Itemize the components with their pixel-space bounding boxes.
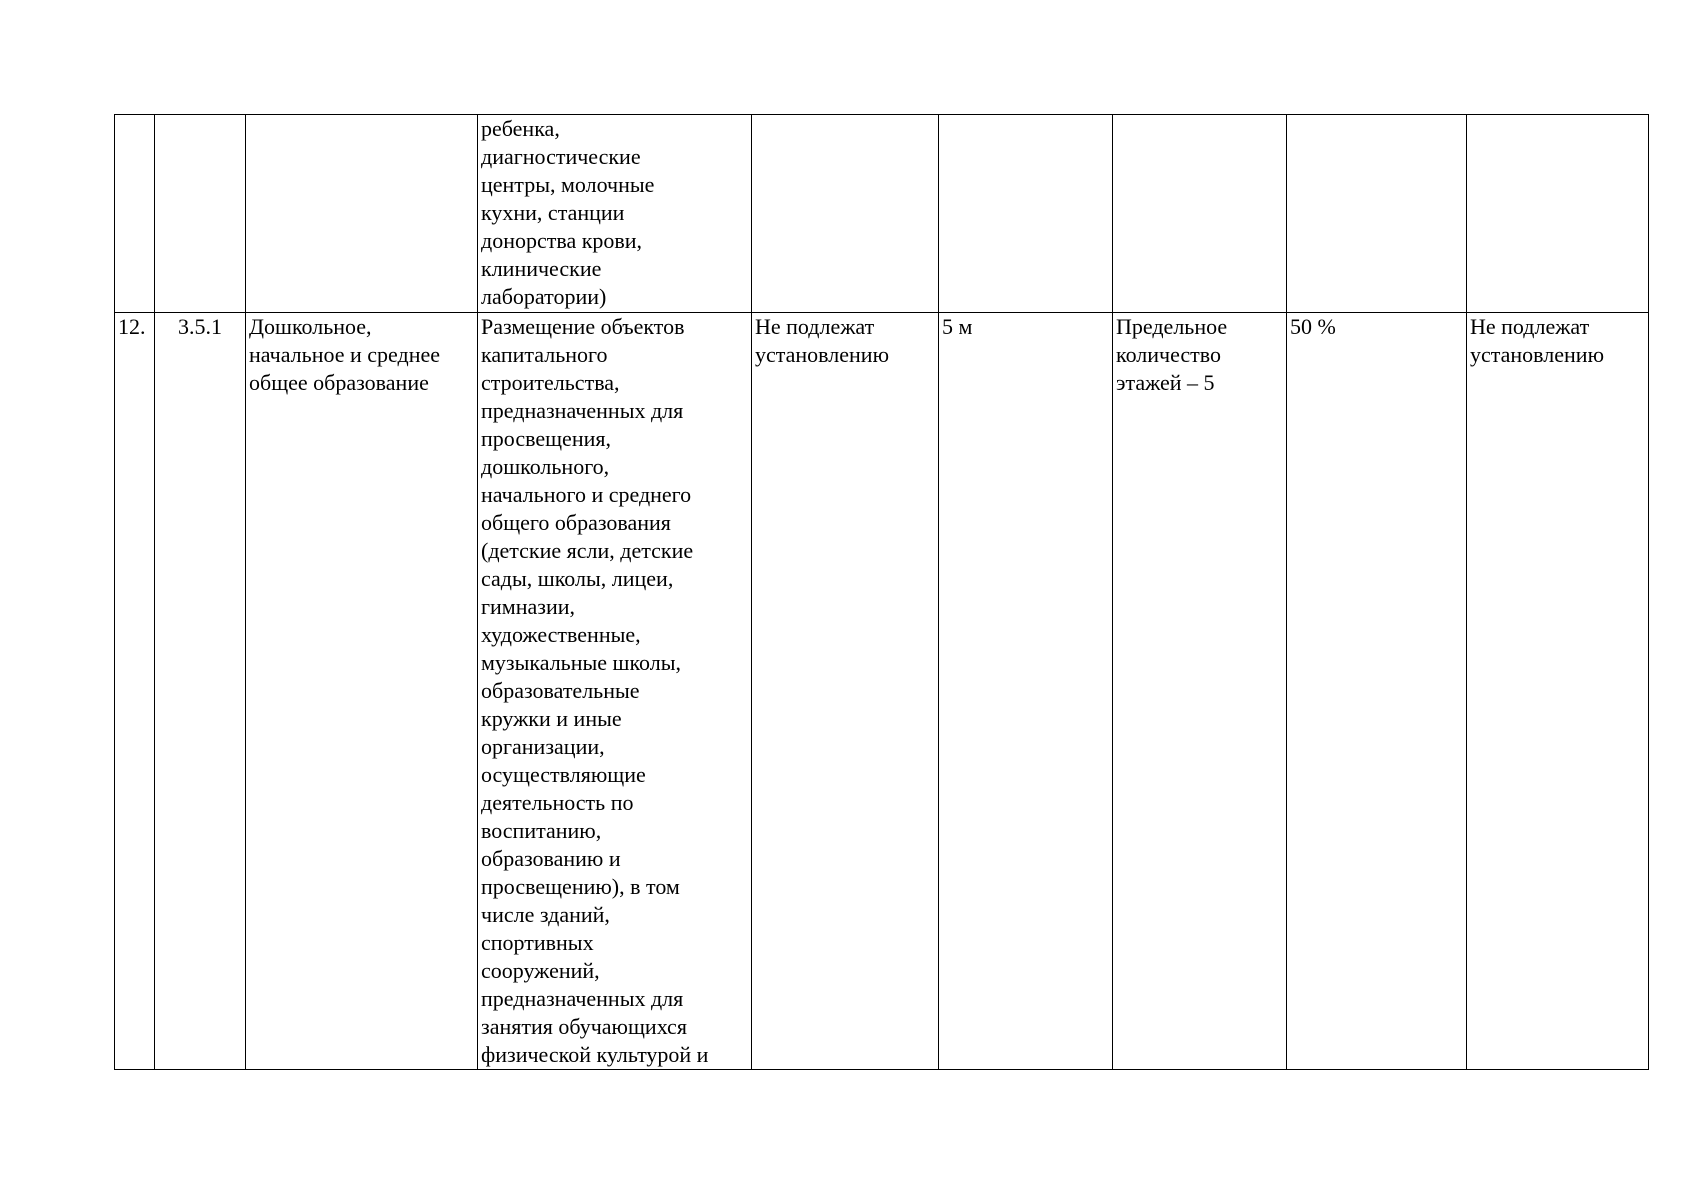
table-row [115,115,1649,313]
other-params-cell: Не подлежат установлению [1467,313,1649,1070]
table-row [115,313,1649,1070]
use-code-cell [155,115,246,313]
min-setback-cell [939,115,1113,313]
use-name-cell: Дошкольное, начальное и среднее общее образование [246,313,478,1070]
use-description-cell: ребенка, диагностические центры, молочные кухни, станции донорства крови, клинические лаборатории) [478,115,752,313]
zoning-regulations-table [114,114,1649,1070]
max-floors-cell [1113,115,1287,313]
other-params-cell [1467,115,1649,313]
min-setback-cell: 5 м [939,313,1113,1070]
use-description-cell: Размещение объектов капитального строительства, предназначенных для просвещения, дошкольного, начального и среднего общего образования (детские ясли, детские сады, школы, лицеи, гимназии, художественные, музыкальные школы, образовательные кружки и иные организации, осуществляющие деятельность по воспитанию, образованию и просвещению), в том числе зданий, спортивных сооружений, предназначенных для занятия обучающихся физической культурой и [478,313,752,1070]
max-coverage-cell [1287,115,1467,313]
row-number-cell: 12. [115,313,155,1070]
min-plot-size-cell [752,115,939,313]
max-floors-cell: Предельное количество этажей – 5 [1113,313,1287,1070]
use-name-cell [246,115,478,313]
use-code-cell: 3.5.1 [155,313,246,1070]
min-plot-size-cell: Не подлежат установлению [752,313,939,1070]
max-coverage-cell: 50 % [1287,313,1467,1070]
row-number-cell [115,115,155,313]
